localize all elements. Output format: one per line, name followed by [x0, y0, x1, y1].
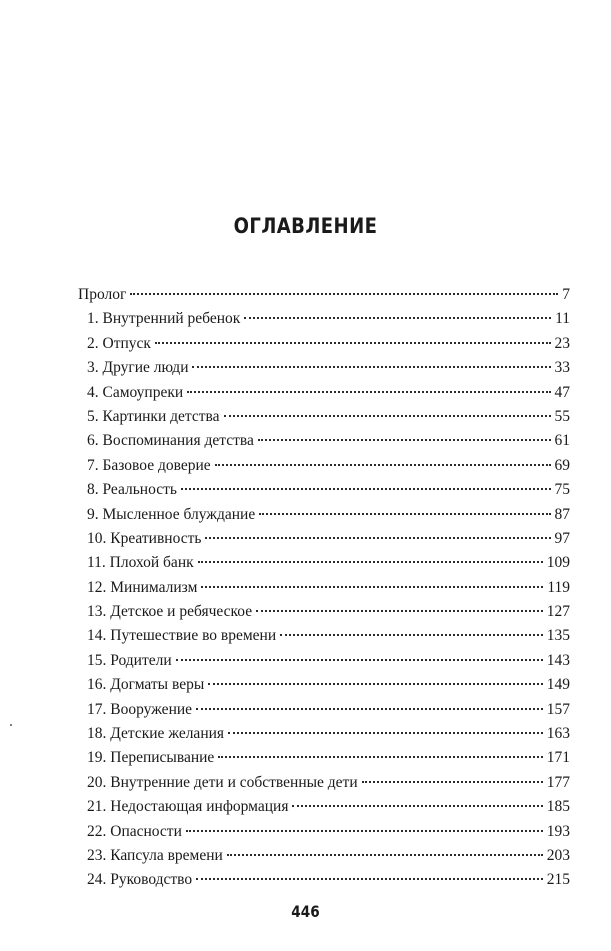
toc-entry-page: 75 [554, 481, 570, 499]
toc-entry-label: 17. Вооружение [87, 700, 193, 718]
toc-entry-page: 87 [554, 505, 570, 523]
toc-entry-label: 15. Родители [87, 651, 172, 669]
toc-entry [78, 624, 570, 648]
toc-leader-dots [155, 330, 551, 344]
toc-entry-label: 4. Самоупреки [87, 383, 184, 401]
toc-entry-page: 185 [546, 798, 570, 816]
toc-entry [78, 405, 570, 429]
toc-entry-label: 9. Мысленное блуждание [87, 505, 256, 523]
toc-entry-page: 7 [562, 286, 570, 303]
toc-leader-dots [218, 744, 542, 758]
toc-leader-dots [215, 452, 551, 466]
toc-entry [78, 503, 570, 527]
toc-entry-page: 47 [554, 383, 570, 401]
toc-entry [78, 332, 570, 356]
toc-entry-label: 3. Другие люди [87, 359, 189, 377]
toc-entry [78, 307, 570, 331]
toc-leader-dots [259, 501, 550, 515]
toc-entry-label: 13. Детское и ребяческое [87, 603, 253, 621]
toc-entry [78, 356, 570, 380]
toc-entry-page: 149 [546, 676, 570, 694]
toc-entry-label: 6. Воспоминания детства [87, 432, 254, 450]
toc-leader-dots [224, 403, 551, 417]
toc-leader-dots [186, 818, 543, 832]
toc-leader-dots [181, 476, 551, 490]
toc-entry [78, 771, 570, 795]
toc-entry [78, 551, 570, 575]
toc-entry [78, 454, 570, 478]
toc-entry-label: 22. Опасности [87, 822, 182, 840]
toc-leader-dots [228, 720, 543, 734]
toc-entry [78, 478, 570, 502]
toc-leader-dots [187, 379, 550, 393]
toc-entry [78, 527, 570, 551]
toc-entry-label: 5. Картинки детства [87, 407, 220, 425]
print-speck [10, 724, 12, 726]
toc-leader-dots [362, 769, 543, 783]
toc-entry-label: 8. Реальность [87, 481, 177, 499]
toc-entry [78, 649, 570, 673]
toc-entry [78, 820, 570, 844]
toc-entry-page: 215 [546, 871, 570, 889]
toc-entry-page: 109 [546, 554, 570, 572]
toc-entry-page: 157 [546, 700, 570, 718]
toc-leader-dots [280, 622, 543, 636]
toc-entry-page: 61 [554, 432, 570, 450]
toc-leader-dots [176, 647, 543, 661]
page-number: 446 [291, 902, 320, 921]
toc-leader-dots [196, 866, 543, 880]
toc-entry-page: 163 [546, 725, 570, 743]
toc-entry [78, 283, 570, 307]
toc-entry-label: 19. Переписывание [87, 749, 215, 767]
toc-entry-label: 21. Недостающая информация [87, 798, 289, 816]
toc-entry [78, 795, 570, 819]
toc-entry [78, 844, 570, 868]
toc-entry-label: 2. Отпуск [87, 334, 151, 352]
toc-entry [78, 746, 570, 770]
toc-entry-page: 171 [546, 749, 570, 767]
toc-entry-page: 135 [546, 627, 570, 645]
toc-entry-page: 69 [554, 456, 570, 474]
toc-entry-label: 11. Плохой банк [87, 554, 194, 572]
toc-entry-label: 12. Минимализм [87, 578, 198, 596]
toc-entry-page: 55 [554, 407, 570, 425]
toc-entry [78, 576, 570, 600]
toc-entry-label: 24. Руководство [87, 871, 193, 889]
toc-leader-dots [201, 574, 543, 588]
toc-leader-dots [227, 842, 543, 856]
toc-entry-page: 143 [546, 651, 570, 669]
toc-entry [78, 698, 570, 722]
toc-entry [78, 673, 570, 697]
toc-entry-page: 11 [555, 310, 570, 328]
toc-leader-dots [258, 427, 551, 441]
toc-entry [78, 429, 570, 453]
toc-entry-page: 23 [554, 334, 570, 352]
toc-leader-dots [292, 793, 542, 807]
toc-entry-page: 119 [547, 578, 570, 596]
toc-entry-label: 1. Внутренний ребенок [87, 310, 241, 328]
toc-leader-dots [205, 525, 550, 539]
toc-entry-label: 18. Детские желания [87, 725, 225, 743]
toc-entry-label: 7. Базовое доверие [87, 456, 211, 474]
toc-leader-dots [192, 354, 550, 368]
toc-entry-page: 177 [546, 773, 570, 791]
toc-list [78, 283, 570, 893]
toc-entry [78, 722, 570, 746]
toc-leader-dots [208, 671, 543, 685]
toc-entry-label: Пролог [78, 286, 127, 303]
toc-entry-page: 127 [546, 603, 570, 621]
toc-leader-dots [196, 696, 543, 710]
toc-entry-page: 33 [554, 359, 570, 377]
toc-heading: ОГЛАВЛЕНИЕ [233, 214, 378, 238]
toc-leader-dots [244, 305, 551, 319]
toc-entry [78, 600, 570, 624]
toc-entry-label: 23. Капсула времени [87, 846, 223, 864]
toc-entry-page: 203 [546, 846, 570, 864]
toc-entry-label: 20. Внутренние дети и собственные дети [87, 773, 358, 791]
toc-leader-dots [198, 549, 543, 563]
toc-entry-page: 193 [546, 822, 570, 840]
toc-entry-label: 14. Путешествие во времени [87, 627, 277, 645]
toc-entry [78, 381, 570, 405]
toc-leader-dots [130, 281, 558, 295]
toc-entry-label: 16. Догматы веры [87, 676, 205, 694]
toc-entry-label: 10. Креативность [87, 529, 202, 547]
toc-entry [78, 868, 570, 892]
toc-leader-dots [256, 598, 543, 612]
toc-entry-page: 97 [554, 529, 570, 547]
